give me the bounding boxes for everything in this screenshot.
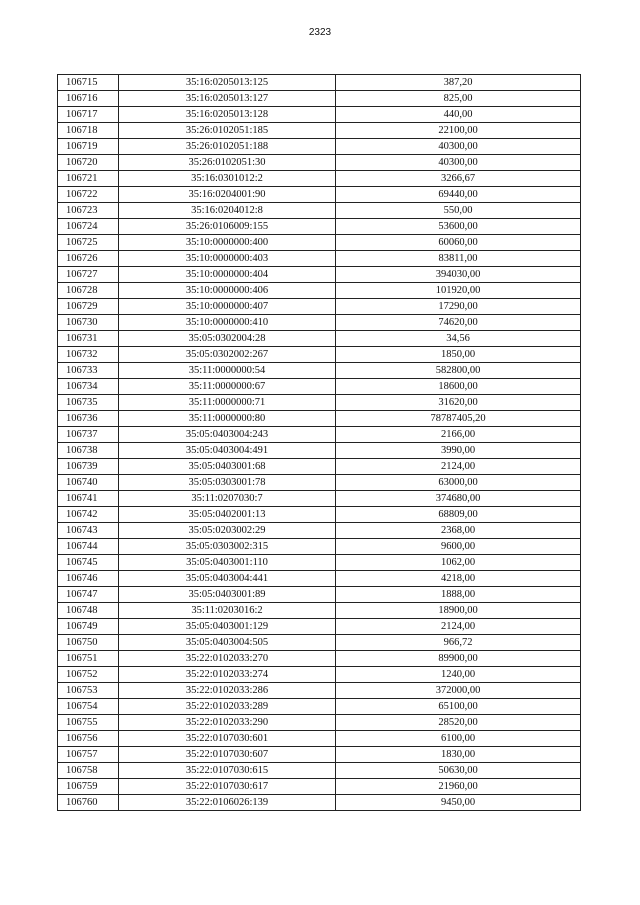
table-row bbox=[58, 651, 581, 667]
table-row bbox=[58, 427, 581, 443]
amount-cell: 9600,00 bbox=[336, 539, 581, 555]
cadastral-number-cell: 35:05:0403004:243 bbox=[119, 427, 336, 443]
records-table-body bbox=[58, 75, 581, 811]
record-number-cell: 106726 bbox=[58, 251, 119, 267]
record-number-cell: 106759 bbox=[58, 779, 119, 795]
record-number-cell: 106739 bbox=[58, 459, 119, 475]
amount-cell: 3266,67 bbox=[336, 171, 581, 187]
record-number-cell: 106760 bbox=[58, 795, 119, 811]
table-row bbox=[58, 667, 581, 683]
record-number-cell: 106720 bbox=[58, 155, 119, 171]
cadastral-number-cell: 35:11:0000000:54 bbox=[119, 363, 336, 379]
cadastral-number-cell: 35:22:0107030:607 bbox=[119, 747, 336, 763]
amount-cell: 2166,00 bbox=[336, 427, 581, 443]
cadastral-number-cell: 35:05:0403004:505 bbox=[119, 635, 336, 651]
table-row bbox=[58, 219, 581, 235]
amount-cell: 440,00 bbox=[336, 107, 581, 123]
amount-cell: 1850,00 bbox=[336, 347, 581, 363]
table-row bbox=[58, 523, 581, 539]
table-row bbox=[58, 251, 581, 267]
table-row bbox=[58, 187, 581, 203]
amount-cell: 1830,00 bbox=[336, 747, 581, 763]
amount-cell: 31620,00 bbox=[336, 395, 581, 411]
cadastral-number-cell: 35:16:0204012:8 bbox=[119, 203, 336, 219]
table-row bbox=[58, 283, 581, 299]
amount-cell: 374680,00 bbox=[336, 491, 581, 507]
amount-cell: 68809,00 bbox=[336, 507, 581, 523]
amount-cell: 74620,00 bbox=[336, 315, 581, 331]
record-number-cell: 106748 bbox=[58, 603, 119, 619]
amount-cell: 825,00 bbox=[336, 91, 581, 107]
amount-cell: 83811,00 bbox=[336, 251, 581, 267]
table-row bbox=[58, 507, 581, 523]
table-row bbox=[58, 763, 581, 779]
table-row bbox=[58, 539, 581, 555]
cadastral-number-cell: 35:22:0107030:601 bbox=[119, 731, 336, 747]
table-row bbox=[58, 443, 581, 459]
table-row bbox=[58, 347, 581, 363]
cadastral-number-cell: 35:22:0107030:617 bbox=[119, 779, 336, 795]
amount-cell: 18600,00 bbox=[336, 379, 581, 395]
table-row bbox=[58, 75, 581, 91]
record-number-cell: 106745 bbox=[58, 555, 119, 571]
table-row bbox=[58, 379, 581, 395]
table-row bbox=[58, 235, 581, 251]
cadastral-number-cell: 35:05:0303001:78 bbox=[119, 475, 336, 491]
table-row bbox=[58, 715, 581, 731]
record-number-cell: 106732 bbox=[58, 347, 119, 363]
record-number-cell: 106715 bbox=[58, 75, 119, 91]
cadastral-number-cell: 35:16:0205013:125 bbox=[119, 75, 336, 91]
table-row bbox=[58, 795, 581, 811]
record-number-cell: 106751 bbox=[58, 651, 119, 667]
records-table bbox=[57, 74, 581, 811]
cadastral-number-cell: 35:05:0402001:13 bbox=[119, 507, 336, 523]
amount-cell: 63000,00 bbox=[336, 475, 581, 491]
cadastral-number-cell: 35:26:0102051:30 bbox=[119, 155, 336, 171]
cadastral-number-cell: 35:05:0302002:267 bbox=[119, 347, 336, 363]
record-number-cell: 106723 bbox=[58, 203, 119, 219]
table-row bbox=[58, 363, 581, 379]
record-number-cell: 106716 bbox=[58, 91, 119, 107]
cadastral-number-cell: 35:10:0000000:410 bbox=[119, 315, 336, 331]
amount-cell: 22100,00 bbox=[336, 123, 581, 139]
cadastral-number-cell: 35:16:0204001:90 bbox=[119, 187, 336, 203]
amount-cell: 65100,00 bbox=[336, 699, 581, 715]
amount-cell: 2368,00 bbox=[336, 523, 581, 539]
cadastral-number-cell: 35:16:0205013:127 bbox=[119, 91, 336, 107]
amount-cell: 4218,00 bbox=[336, 571, 581, 587]
cadastral-number-cell: 35:22:0102033:274 bbox=[119, 667, 336, 683]
amount-cell: 34,56 bbox=[336, 331, 581, 347]
table-row bbox=[58, 475, 581, 491]
record-number-cell: 106731 bbox=[58, 331, 119, 347]
table-row bbox=[58, 555, 581, 571]
table-row bbox=[58, 747, 581, 763]
table-row bbox=[58, 731, 581, 747]
table-row bbox=[58, 315, 581, 331]
cadastral-number-cell: 35:10:0000000:403 bbox=[119, 251, 336, 267]
record-number-cell: 106719 bbox=[58, 139, 119, 155]
amount-cell: 6100,00 bbox=[336, 731, 581, 747]
cadastral-number-cell: 35:22:0102033:290 bbox=[119, 715, 336, 731]
record-number-cell: 106722 bbox=[58, 187, 119, 203]
amount-cell: 1240,00 bbox=[336, 667, 581, 683]
amount-cell: 89900,00 bbox=[336, 651, 581, 667]
record-number-cell: 106734 bbox=[58, 379, 119, 395]
record-number-cell: 106740 bbox=[58, 475, 119, 491]
amount-cell: 69440,00 bbox=[336, 187, 581, 203]
amount-cell: 966,72 bbox=[336, 635, 581, 651]
table-row bbox=[58, 491, 581, 507]
record-number-cell: 106733 bbox=[58, 363, 119, 379]
table-row bbox=[58, 459, 581, 475]
cadastral-number-cell: 35:22:0102033:289 bbox=[119, 699, 336, 715]
record-number-cell: 106718 bbox=[58, 123, 119, 139]
amount-cell: 50630,00 bbox=[336, 763, 581, 779]
cadastral-number-cell: 35:22:0106026:139 bbox=[119, 795, 336, 811]
record-number-cell: 106741 bbox=[58, 491, 119, 507]
record-number-cell: 106755 bbox=[58, 715, 119, 731]
record-number-cell: 106725 bbox=[58, 235, 119, 251]
cadastral-number-cell: 35:10:0000000:407 bbox=[119, 299, 336, 315]
cadastral-number-cell: 35:26:0106009:155 bbox=[119, 219, 336, 235]
amount-cell: 9450,00 bbox=[336, 795, 581, 811]
record-number-cell: 106753 bbox=[58, 683, 119, 699]
table-row bbox=[58, 139, 581, 155]
cadastral-number-cell: 35:22:0102033:286 bbox=[119, 683, 336, 699]
cadastral-number-cell: 35:05:0403004:491 bbox=[119, 443, 336, 459]
cadastral-number-cell: 35:05:0302004:28 bbox=[119, 331, 336, 347]
cadastral-number-cell: 35:11:0207030:7 bbox=[119, 491, 336, 507]
table-row bbox=[58, 587, 581, 603]
record-number-cell: 106737 bbox=[58, 427, 119, 443]
record-number-cell: 106730 bbox=[58, 315, 119, 331]
cadastral-number-cell: 35:05:0403001:110 bbox=[119, 555, 336, 571]
table-row bbox=[58, 123, 581, 139]
amount-cell: 2124,00 bbox=[336, 619, 581, 635]
amount-cell: 2124,00 bbox=[336, 459, 581, 475]
record-number-cell: 106727 bbox=[58, 267, 119, 283]
cadastral-number-cell: 35:26:0102051:185 bbox=[119, 123, 336, 139]
record-number-cell: 106735 bbox=[58, 395, 119, 411]
record-number-cell: 106756 bbox=[58, 731, 119, 747]
record-number-cell: 106728 bbox=[58, 283, 119, 299]
table-row bbox=[58, 91, 581, 107]
cadastral-number-cell: 35:10:0000000:400 bbox=[119, 235, 336, 251]
cadastral-number-cell: 35:05:0403001:129 bbox=[119, 619, 336, 635]
record-number-cell: 106758 bbox=[58, 763, 119, 779]
cadastral-number-cell: 35:05:0403004:441 bbox=[119, 571, 336, 587]
amount-cell: 582800,00 bbox=[336, 363, 581, 379]
amount-cell: 1888,00 bbox=[336, 587, 581, 603]
amount-cell: 78787405,20 bbox=[336, 411, 581, 427]
table-row bbox=[58, 603, 581, 619]
record-number-cell: 106729 bbox=[58, 299, 119, 315]
page-number: 2323 bbox=[308, 27, 332, 38]
record-number-cell: 106717 bbox=[58, 107, 119, 123]
record-number-cell: 106757 bbox=[58, 747, 119, 763]
amount-cell: 40300,00 bbox=[336, 155, 581, 171]
cadastral-number-cell: 35:11:0000000:71 bbox=[119, 395, 336, 411]
record-number-cell: 106754 bbox=[58, 699, 119, 715]
cadastral-number-cell: 35:11:0000000:67 bbox=[119, 379, 336, 395]
amount-cell: 60060,00 bbox=[336, 235, 581, 251]
table-row bbox=[58, 155, 581, 171]
record-number-cell: 106738 bbox=[58, 443, 119, 459]
amount-cell: 372000,00 bbox=[336, 683, 581, 699]
record-number-cell: 106724 bbox=[58, 219, 119, 235]
record-number-cell: 106746 bbox=[58, 571, 119, 587]
record-number-cell: 106742 bbox=[58, 507, 119, 523]
table-row bbox=[58, 107, 581, 123]
amount-cell: 28520,00 bbox=[336, 715, 581, 731]
cadastral-number-cell: 35:11:0203016:2 bbox=[119, 603, 336, 619]
table-row bbox=[58, 571, 581, 587]
amount-cell: 101920,00 bbox=[336, 283, 581, 299]
cadastral-number-cell: 35:22:0107030:615 bbox=[119, 763, 336, 779]
cadastral-number-cell: 35:22:0102033:270 bbox=[119, 651, 336, 667]
table-row bbox=[58, 203, 581, 219]
record-number-cell: 106721 bbox=[58, 171, 119, 187]
table-row bbox=[58, 171, 581, 187]
cadastral-number-cell: 35:26:0102051:188 bbox=[119, 139, 336, 155]
table-row bbox=[58, 779, 581, 795]
table-row bbox=[58, 331, 581, 347]
table-row bbox=[58, 699, 581, 715]
cadastral-number-cell: 35:05:0403001:68 bbox=[119, 459, 336, 475]
amount-cell: 18900,00 bbox=[336, 603, 581, 619]
table-row bbox=[58, 683, 581, 699]
cadastral-number-cell: 35:05:0403001:89 bbox=[119, 587, 336, 603]
amount-cell: 3990,00 bbox=[336, 443, 581, 459]
record-number-cell: 106752 bbox=[58, 667, 119, 683]
record-number-cell: 106743 bbox=[58, 523, 119, 539]
record-number-cell: 106749 bbox=[58, 619, 119, 635]
cadastral-number-cell: 35:11:0000000:80 bbox=[119, 411, 336, 427]
table-row bbox=[58, 411, 581, 427]
amount-cell: 1062,00 bbox=[336, 555, 581, 571]
amount-cell: 17290,00 bbox=[336, 299, 581, 315]
table-row bbox=[58, 635, 581, 651]
table-row bbox=[58, 619, 581, 635]
table-row bbox=[58, 299, 581, 315]
cadastral-number-cell: 35:16:0205013:128 bbox=[119, 107, 336, 123]
amount-cell: 394030,00 bbox=[336, 267, 581, 283]
record-number-cell: 106750 bbox=[58, 635, 119, 651]
amount-cell: 387,20 bbox=[336, 75, 581, 91]
cadastral-number-cell: 35:16:0301012:2 bbox=[119, 171, 336, 187]
amount-cell: 53600,00 bbox=[336, 219, 581, 235]
amount-cell: 550,00 bbox=[336, 203, 581, 219]
table-row bbox=[58, 267, 581, 283]
amount-cell: 40300,00 bbox=[336, 139, 581, 155]
record-number-cell: 106736 bbox=[58, 411, 119, 427]
cadastral-number-cell: 35:05:0203002:29 bbox=[119, 523, 336, 539]
cadastral-number-cell: 35:10:0000000:406 bbox=[119, 283, 336, 299]
cadastral-number-cell: 35:05:0303002:315 bbox=[119, 539, 336, 555]
record-number-cell: 106744 bbox=[58, 539, 119, 555]
table-row bbox=[58, 395, 581, 411]
record-number-cell: 106747 bbox=[58, 587, 119, 603]
cadastral-number-cell: 35:10:0000000:404 bbox=[119, 267, 336, 283]
amount-cell: 21960,00 bbox=[336, 779, 581, 795]
